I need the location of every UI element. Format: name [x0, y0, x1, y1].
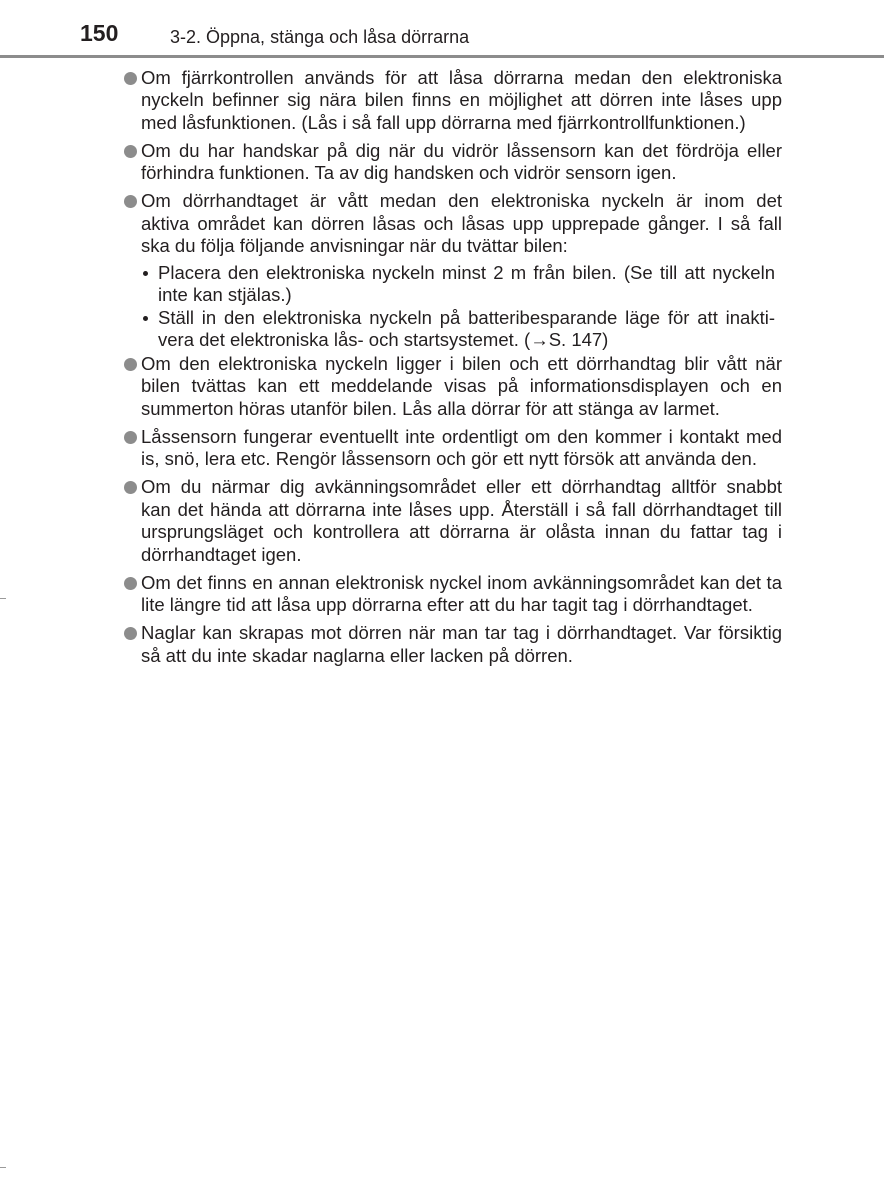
header-rule	[0, 55, 884, 58]
sub-bullet-icon	[143, 271, 148, 276]
text-line: Om den elektroniska nyckeln ligger i bilen och ett dörrhandtag blir vått när	[141, 352, 782, 374]
text-line: bilen tvättas kan ett meddelande visas på informationsdisplayen och en	[141, 375, 782, 397]
list-item	[0, 572, 884, 617]
text-line: ursprungsläget och kontrollera att dörrarna är olåsta innan du fattar tag i	[141, 521, 782, 543]
list-item	[0, 426, 884, 471]
text-line: Ställ in den elektroniska nyckeln på batteribesparande läge för att inakti-	[158, 306, 775, 328]
text-line: med låsfunktionen. (Lås i så fall upp dörrarna med fjärrkontrollfunktionen.)	[141, 111, 746, 133]
text-line: ska du följa följande anvisningar när du tvättar bilen:	[141, 235, 568, 257]
bullet-icon	[124, 358, 137, 371]
page-number: 150	[80, 20, 119, 46]
text-line: Om fjärrkontrollen används för att låsa dörrarna medan den elektroniska	[141, 66, 782, 88]
crop-mark	[0, 1167, 6, 1168]
sub-list	[0, 262, 884, 352]
text-line: Om du närmar dig avkänningsområdet eller ett dörrhandtag alltför snabbt	[141, 476, 782, 498]
section-title: 3-2. Öppna, stänga och låsa dörrarna	[170, 27, 470, 47]
bullet-icon	[124, 481, 137, 494]
list-item	[0, 140, 884, 185]
bullet-icon	[124, 145, 137, 158]
text-line: Om du har handskar på dig när du vidrör låssensorn kan det fördröja eller	[141, 139, 782, 161]
list-item	[0, 476, 884, 566]
text-line: Låssensorn fungerar eventuellt inte ordentligt om den kommer i kontakt med	[141, 425, 782, 447]
bullet-icon	[124, 72, 137, 85]
notes-list	[0, 67, 884, 668]
text-line: förhindra funktionen. Ta av dig handsken och vidrör sensorn igen.	[141, 162, 677, 184]
text-line: Naglar kan skrapas mot dörren när man tar tag i dörrhandtaget. Var försiktig	[141, 622, 782, 644]
text-line: Placera den elektroniska nyckeln minst 2 m från bilen. (Se till att nyckeln	[158, 261, 775, 283]
bullet-icon	[124, 627, 137, 640]
text-line: aktiva området kan dörren låsas och låsas upp upprepade gånger. I så fall	[141, 212, 782, 234]
text-line: nyckeln befinner sig nära bilen finns en möjlighet att dörren inte låses upp	[141, 89, 782, 111]
sub-list-item	[0, 307, 884, 352]
text-line: lite längre tid att låsa upp dörrarna efter att du har tagit tag i dörrhandtaget.	[141, 594, 753, 616]
list-item	[0, 67, 884, 135]
text-line: kan det hända att dörrarna inte låses upp. Återställ i så fall dörrhandtaget till	[141, 498, 782, 520]
list-item	[0, 190, 884, 258]
text-line: Om dörrhandtaget är vått medan den elektroniska nyckeln är inom det	[141, 190, 782, 212]
bullet-icon	[124, 431, 137, 444]
sub-bullet-icon	[143, 316, 148, 321]
sub-list-item	[0, 262, 884, 307]
bullet-icon	[124, 577, 137, 590]
bullet-icon	[124, 195, 137, 208]
text-line: summerton höras utanför bilen. Lås alla dörrar för att stänga av larmet.	[141, 397, 720, 419]
text-line: is, snö, lera etc. Rengör låssensorn och gör ett nytt försök att använda den.	[141, 448, 757, 470]
text-line: vera det elektroniska lås- och startsystemet. (→S. 147)	[158, 329, 609, 351]
text-line: Om det finns en annan elektronisk nyckel inom avkänningsområdet kan det ta	[141, 571, 782, 593]
list-item	[0, 622, 884, 667]
text-line: så att du inte skadar naglarna eller lacken på dörren.	[141, 644, 573, 666]
text-line: dörrhandtaget igen.	[141, 543, 302, 565]
list-item	[0, 353, 884, 421]
text-line: inte kan stjälas.)	[158, 284, 292, 306]
